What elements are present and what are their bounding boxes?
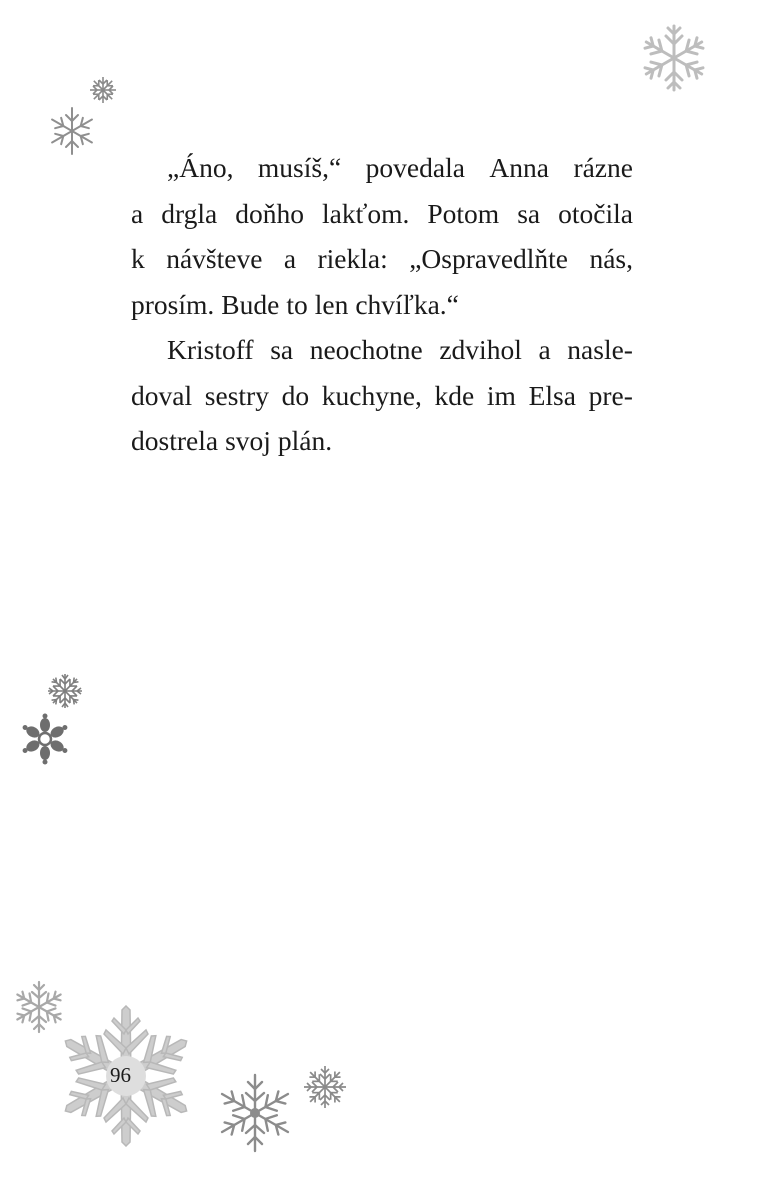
word: Bude	[221, 288, 280, 320]
word: zdvihol	[439, 334, 522, 365]
word: lakťom.	[321, 197, 410, 229]
text-line	[131, 236, 633, 282]
word: „Ospravedlňte	[409, 243, 569, 274]
word: pre-	[588, 379, 633, 411]
paragraph	[131, 327, 633, 464]
word: a	[131, 197, 144, 229]
text-line	[131, 418, 633, 464]
text-line	[131, 145, 633, 191]
word: Potom	[427, 197, 500, 229]
word: otočila	[558, 197, 633, 229]
word: do	[281, 379, 310, 411]
word: povedala	[365, 152, 465, 183]
word: len	[314, 288, 349, 320]
word: k	[131, 243, 145, 274]
text-line	[131, 282, 633, 328]
word: drgla	[161, 197, 218, 229]
text-line	[131, 373, 633, 419]
word: riekla:	[317, 243, 388, 274]
word: sa	[270, 334, 294, 365]
word: kuchyne,	[321, 379, 422, 411]
word: svoj	[225, 425, 271, 456]
word: neochotne	[309, 334, 423, 365]
word: dostrela	[131, 425, 219, 456]
word: Anna	[489, 152, 549, 183]
word: doval	[131, 379, 193, 411]
word: návšteve	[166, 243, 263, 274]
word: Kristoff	[167, 334, 254, 365]
text-line	[131, 327, 633, 373]
word: im	[486, 379, 516, 411]
paragraph	[131, 145, 633, 327]
word: sestry	[204, 379, 269, 411]
word: „Áno,	[167, 152, 234, 183]
word: rázne	[573, 152, 633, 183]
word: chvíľka.“	[355, 288, 459, 320]
snowflake-icon	[46, 672, 84, 710]
snowflake-icon	[302, 1064, 348, 1110]
snowflake-icon	[638, 22, 710, 94]
snowflake-icon	[89, 76, 117, 104]
word: doňho	[235, 197, 304, 229]
word: nás,	[589, 243, 633, 274]
word: to	[286, 288, 308, 320]
snowflake-icon	[47, 106, 97, 156]
word: prosím.	[131, 288, 215, 320]
page-number: 96	[110, 1063, 131, 1087]
word: plán.	[277, 425, 333, 456]
word: a	[283, 243, 297, 274]
text-line	[131, 191, 633, 237]
word: nasle-	[567, 334, 633, 365]
snowflake-icon	[214, 1072, 296, 1154]
word: sa	[517, 197, 541, 229]
body-text	[131, 145, 633, 464]
snowflake-icon	[19, 713, 71, 765]
word: Elsa	[528, 379, 576, 411]
word: musíš,“	[257, 152, 342, 183]
word: kde	[434, 379, 475, 411]
word: a	[538, 334, 551, 365]
